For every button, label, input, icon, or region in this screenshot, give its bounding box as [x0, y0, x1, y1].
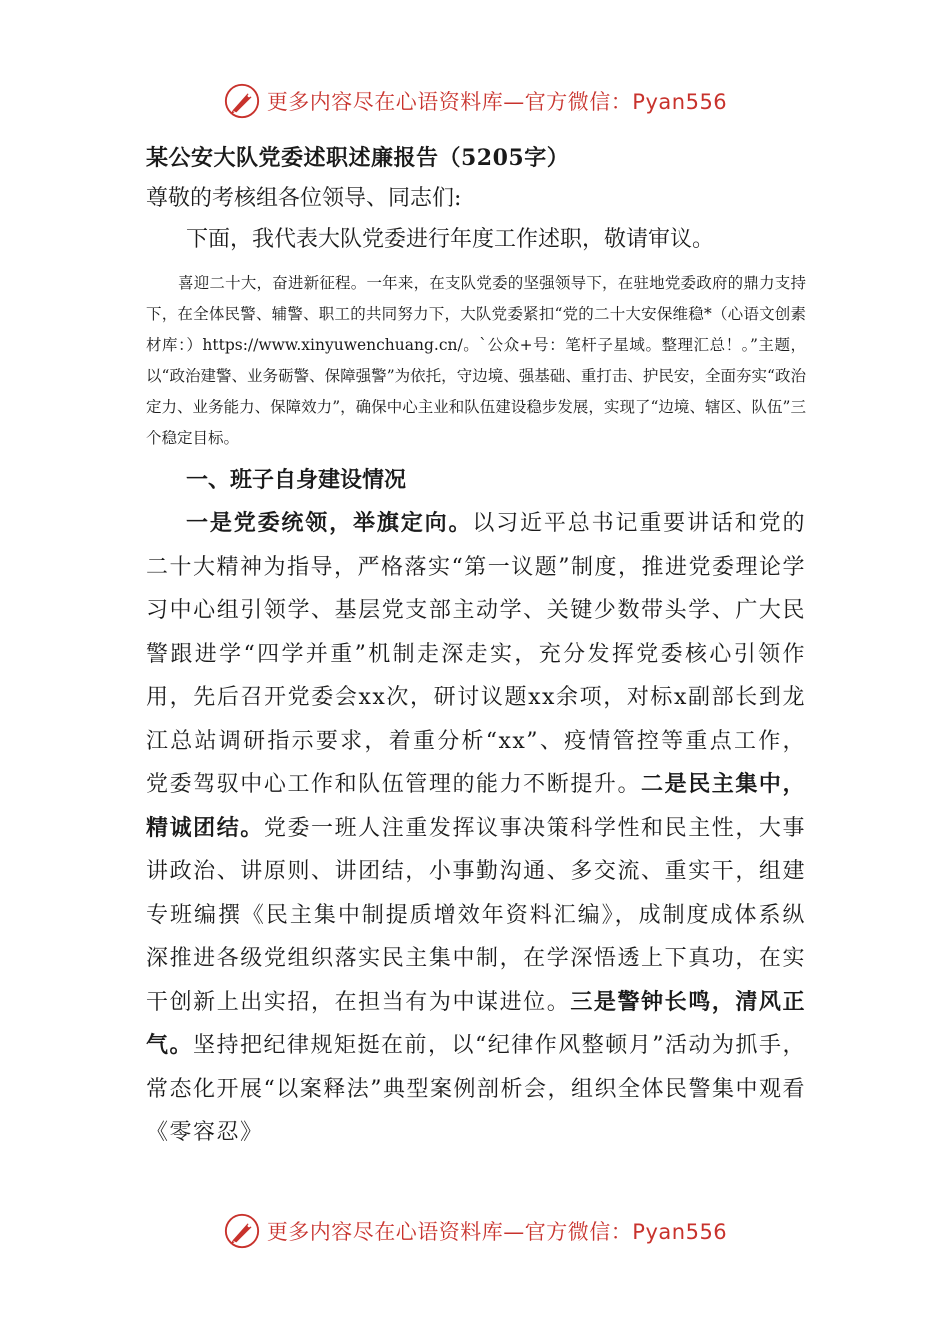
section-heading: 一、班子自身建设情况: [186, 467, 407, 493]
banner-text: 更多内容尽在心语资料库—官方微信：Pyan556: [266, 90, 728, 114]
intro-paragraph: 下面，我代表大队党委进行年度工作述职，敬请审议。: [186, 227, 715, 252]
pen-nib-icon: [223, 1212, 261, 1250]
point-text: 以习近平总书记重要讲话和党的二十大精神为指导，严格落实“第一议题”制度，推进党委理论学习中心组引领学、基层党支部主动学、关键少数带头学、广大民警跟进学“四学并重”机制走深走实，充分发挥党委核心引领作用，先后召开党委会xx次，研讨议题xx余项，对标x副部长到龙江总站调研指示要求，着重分析“xx”、疫情管控等重点工作，党委驾驭中心工作和队伍管理的能力不断提升。: [146, 511, 806, 797]
document-body: [146, 142, 806, 1155]
footer-banner: [0, 1212, 950, 1250]
point-lead: 一是党委统领，举旗定向。: [186, 510, 473, 536]
banner-text: 更多内容尽在心语资料库—官方微信：Pyan556: [266, 1220, 728, 1244]
header-banner: [0, 82, 950, 120]
point-text: 党委一班人注重发挥议事决策科学性和民主性，大事讲政治、讲原则、讲团结，小事勤沟通、多交流、重实干，组建专班编撰《民主集中制提质增效年资料汇编》，成制度成体系纵深推进各级党组织落实民主集中制，在学深悟透上下真功，在实干创新上出实招，在担当有为中谋进位。: [146, 815, 806, 1015]
pen-nib-icon: [223, 82, 261, 120]
greeting: 尊敬的考核组各位领导、同志们:: [146, 186, 462, 211]
document-title: 某公安大队党委述职述廉报告（5205字）: [146, 145, 570, 171]
point-lead: 二是民主集中，精诚团结。: [146, 771, 806, 841]
point-text: 坚持把纪律规矩挺在前，以“纪律作风整顿月”活动为抓手，常态化开展“以案释法”典型案例剖析会，组织全体民警集中观看《零容忍》: [146, 1033, 807, 1145]
body-paragraph: [146, 502, 806, 1155]
summary-paragraph: 喜迎二十大，奋进新征程。一年来，在支队党委的坚强领导下，在驻地党委政府的鼎力支持下，在全体民警、辅警、职工的共同努力下，大队党委紧扣“党的二十大安保维稳*（心语文创素材库：）https://www.xinyuwenchuang.cn/。`公众+号：笔杆子星域。整理汇总！。”主题，以“政治建警、业务砺警、保障强警”为依托，守边境、强基础、重打击、护民安，全面夯实“政治定力、业务能力、保障效力”，确保中心主业和队伍建设稳步发展，实现了“边境、辖区、队伍”三个稳定目标。: [146, 274, 806, 447]
point-lead: 三是警钟长鸣，清风正气。: [146, 988, 806, 1058]
